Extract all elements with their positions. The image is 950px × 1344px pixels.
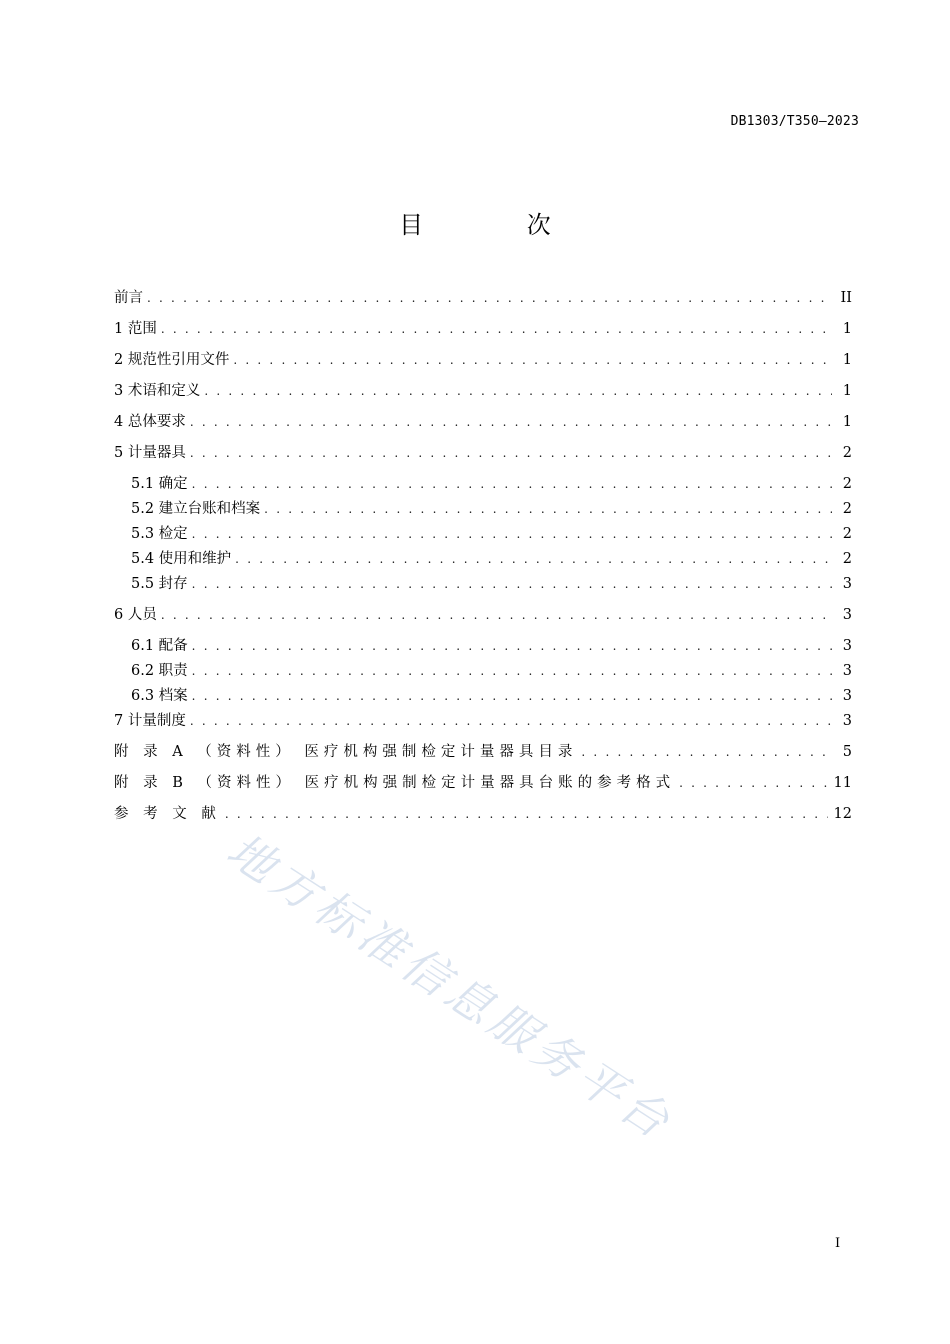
toc-page-number: 2 bbox=[842, 551, 852, 567]
toc-label: 1 范围 bbox=[114, 321, 157, 337]
toc-label: 5.5 封存 bbox=[131, 576, 188, 592]
toc-leader-dots bbox=[190, 710, 832, 732]
toc-leader-dots bbox=[204, 380, 832, 402]
toc-leader-dots bbox=[264, 498, 832, 520]
toc-page-number: 12 bbox=[833, 806, 852, 822]
toc-entry-6-2[interactable] bbox=[131, 660, 852, 682]
toc-label: 4 总体要求 bbox=[114, 414, 186, 430]
toc-label: 6 人员 bbox=[114, 607, 157, 623]
toc-entry-5-4[interactable] bbox=[131, 548, 852, 570]
toc-leader-dots bbox=[161, 318, 832, 340]
toc-label: 参 考 文 献 bbox=[114, 806, 221, 822]
toc-leader-dots bbox=[192, 473, 832, 495]
toc-entry-measuring-instruments[interactable] bbox=[114, 442, 852, 464]
toc-leader-dots bbox=[225, 803, 828, 825]
toc-leader-dots bbox=[190, 442, 832, 464]
toc-leader-dots bbox=[192, 635, 832, 657]
standard-code: DB1303/T350—2023 bbox=[730, 114, 859, 129]
toc-label: 5.3 检定 bbox=[131, 526, 188, 542]
toc-leader-dots bbox=[233, 349, 832, 371]
toc-entry-scope[interactable] bbox=[114, 318, 852, 340]
toc-entry-terms[interactable] bbox=[114, 380, 852, 402]
toc-page-number: 11 bbox=[833, 775, 852, 791]
toc-entry-references[interactable] bbox=[114, 803, 852, 825]
toc-page-number: 3 bbox=[842, 607, 852, 623]
toc-label: 前言 bbox=[114, 290, 143, 306]
watermark-text: 地方标准信息服务平台 bbox=[217, 822, 684, 1152]
toc-page-number: 2 bbox=[842, 445, 852, 461]
toc-leader-dots bbox=[192, 660, 832, 682]
toc-label: 附 录 A （资料性） 医疗机构强制检定计量器具目录 bbox=[114, 744, 578, 760]
toc-entry-personnel[interactable] bbox=[114, 604, 852, 626]
toc-label: 7 计量制度 bbox=[114, 713, 186, 729]
toc-leader-dots bbox=[147, 287, 832, 309]
page-title: 目 次 bbox=[399, 211, 599, 239]
toc-leader-dots bbox=[235, 548, 832, 570]
toc-entry-foreword[interactable] bbox=[114, 287, 852, 309]
toc-entry-general-requirements[interactable] bbox=[114, 411, 852, 433]
toc-entry-6-3[interactable] bbox=[131, 685, 852, 707]
toc-page-number: 3 bbox=[842, 638, 852, 654]
toc-leader-dots bbox=[192, 685, 832, 707]
toc-page-number: 3 bbox=[842, 663, 852, 679]
toc-leader-dots bbox=[679, 772, 827, 794]
toc-label: 2 规范性引用文件 bbox=[114, 352, 230, 368]
toc-label: 6.1 配备 bbox=[131, 638, 188, 654]
toc-page-number: II bbox=[840, 290, 852, 306]
toc-entry-appendix-b[interactable] bbox=[114, 772, 852, 794]
toc-entry-5-2[interactable] bbox=[131, 498, 852, 520]
toc-label: 附 录 B （资料性） 医疗机构强制检定计量器具台账的参考格式 bbox=[114, 775, 676, 791]
toc-page-number: 2 bbox=[842, 526, 852, 542]
toc-page-number: 1 bbox=[842, 321, 852, 337]
toc-page-number: 1 bbox=[842, 383, 852, 399]
toc-label: 5.4 使用和维护 bbox=[131, 551, 232, 567]
toc-entry-5-5[interactable] bbox=[131, 573, 852, 595]
footer-page-number: I bbox=[835, 1236, 841, 1251]
toc-page-number: 1 bbox=[842, 352, 852, 368]
toc-label: 3 术语和定义 bbox=[114, 383, 201, 399]
toc-entry-5-1[interactable] bbox=[131, 473, 852, 495]
toc-page-number: 5 bbox=[842, 744, 852, 760]
toc-page-number: 3 bbox=[842, 576, 852, 592]
toc-label: 5 计量器具 bbox=[114, 445, 186, 461]
toc-page-number: 3 bbox=[842, 713, 852, 729]
toc-page-number: 1 bbox=[842, 414, 852, 430]
toc-entry-measurement-system[interactable] bbox=[114, 710, 852, 732]
toc-leader-dots bbox=[581, 741, 832, 763]
toc-label: 6.2 职责 bbox=[131, 663, 188, 679]
toc-entry-normative-references[interactable] bbox=[114, 349, 852, 371]
toc-page-number: 2 bbox=[842, 501, 852, 517]
toc-entry-5-3[interactable] bbox=[131, 523, 852, 545]
toc-entry-6-1[interactable] bbox=[131, 635, 852, 657]
toc-leader-dots bbox=[192, 573, 832, 595]
toc-entry-appendix-a[interactable] bbox=[114, 741, 852, 763]
toc-page-number: 2 bbox=[842, 476, 852, 492]
toc-page-number: 3 bbox=[842, 688, 852, 704]
toc-label: 5.2 建立台账和档案 bbox=[131, 501, 261, 517]
table-of-contents bbox=[114, 0, 852, 1344]
toc-label: 6.3 档案 bbox=[131, 688, 188, 704]
toc-label: 5.1 确定 bbox=[131, 476, 188, 492]
toc-leader-dots bbox=[190, 411, 832, 433]
toc-leader-dots bbox=[161, 604, 832, 626]
toc-leader-dots bbox=[192, 523, 832, 545]
